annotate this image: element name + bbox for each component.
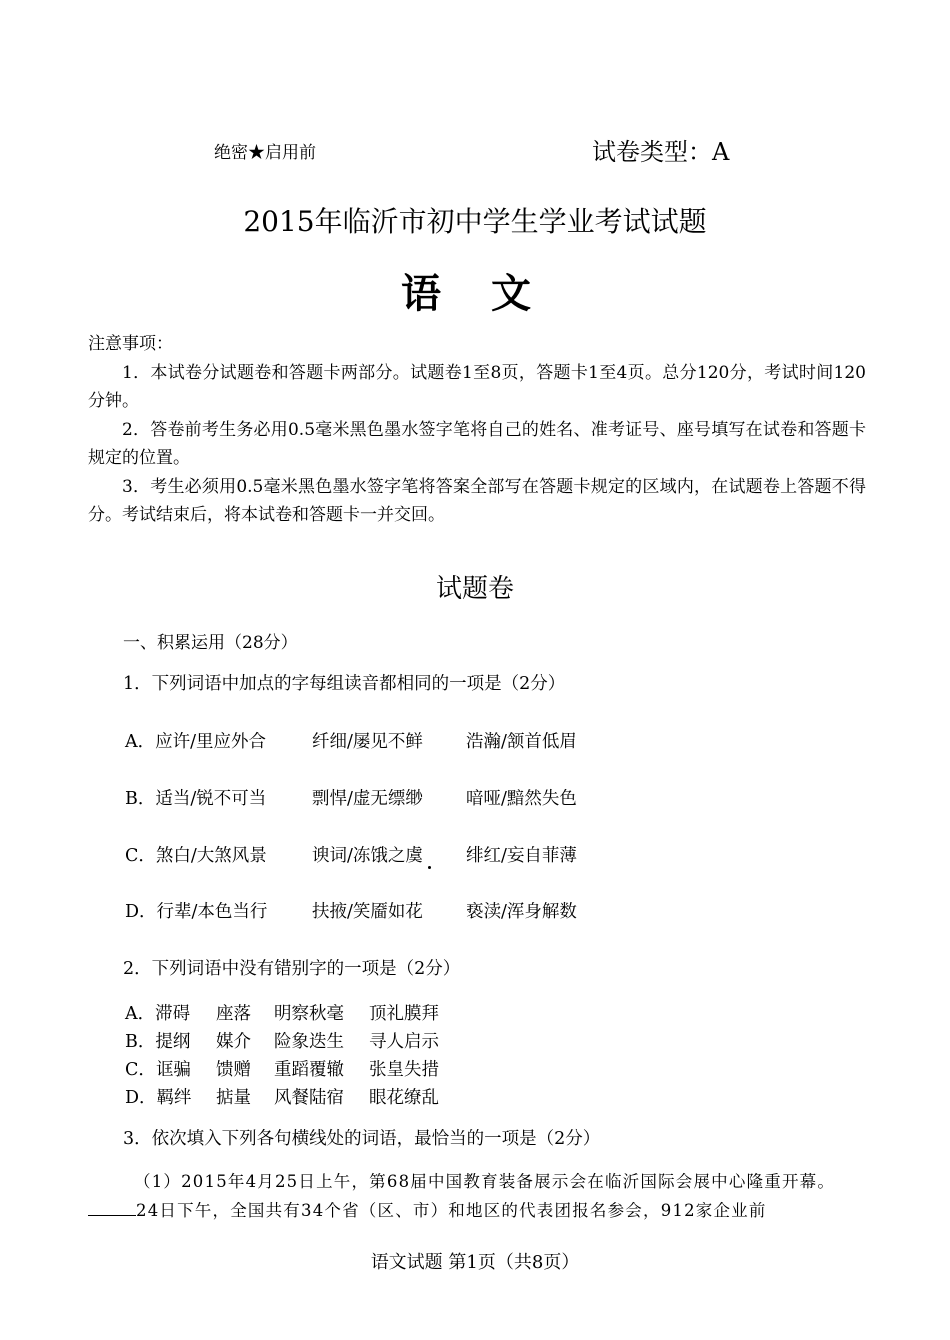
q1-option-row [0, 898, 950, 924]
option-word: 风餐陆宿 [274, 1088, 344, 1108]
subject-title: 语 文 [401, 270, 549, 317]
option-group: 绯红/妄自菲薄 [466, 846, 577, 866]
option-word: 明察秋毫 [274, 1004, 344, 1024]
emphasis-dot [428, 866, 431, 869]
exam-title: 2015年临沂市初中学生学业考试试题 [243, 205, 707, 238]
option-group: 喑哑/黯然失色 [466, 789, 577, 809]
question-1-stem: 1．下列词语中加点的字每组读音都相同的一项是（2分） [123, 674, 566, 694]
part-heading: 一、积累运用（28分） [123, 633, 298, 653]
notice-item: 1．本试卷分试题卷和答题卡两部分。试题卷1至8页，答题卡1至4页。总分120分，考试时间120分钟。 [88, 362, 866, 411]
q2-option-row [0, 1028, 950, 1054]
option-word: 张皇失措 [369, 1060, 439, 1080]
option-group: 剽悍/虚无缥缈 [312, 789, 423, 809]
option-word: 险象迭生 [274, 1032, 344, 1052]
section-title: 试题卷 [435, 574, 514, 604]
question-2-stem: 2．下列词语中没有错别字的一项是（2分） [123, 959, 461, 979]
q2-option-row [0, 1056, 950, 1082]
paper-type-label: 试卷类型：A [592, 138, 730, 166]
q1-option-row [0, 785, 950, 811]
question-3-passage [88, 1168, 866, 1225]
passage-text: 24日下午，全国共有34个省（区、市）和地区的代表团报名参会，912家企业前 [136, 1200, 767, 1220]
q2-option-row [0, 1084, 950, 1110]
option-group: D．行辈/本色当行 [125, 902, 268, 922]
notice-heading: 注意事项： [88, 334, 173, 354]
option-word: A．滞碍 [125, 1004, 191, 1024]
option-word: 掂量 [216, 1088, 251, 1108]
notice-item: 2．答卷前考生务必用0.5毫米黑色墨水签字笔将自己的姓名、准考证号、座号填写在试卷和答题卡规定的位置。 [88, 419, 866, 468]
page-footer: 语文试题 第1页（共8页） [370, 1252, 580, 1273]
option-word: 寻人启示 [369, 1032, 439, 1052]
option-word: 眼花缭乱 [369, 1088, 439, 1108]
option-group: B．适当/锐不可当 [125, 789, 267, 809]
q1-option-row [0, 842, 950, 872]
option-group: 纤细/屡见不鲜 [312, 732, 423, 752]
confidential-label: 绝密★启用前 [214, 143, 316, 163]
passage-text: （1）2015年4月25日上午，第68届中国教育装备展示会在临沂国际会展中心隆重开幕。 [134, 1172, 836, 1191]
notice-item: 3．考生必须用0.5毫米黑色墨水签字笔将答案全部写在答题卡规定的区域内，在试题卷上答题不得分。考试结束后，将本试卷和答题卡一并交回。 [88, 476, 866, 525]
option-group: 浩瀚/颔首低眉 [466, 732, 577, 752]
option-word: C．诓骗 [125, 1060, 191, 1080]
option-word: 座落 [216, 1004, 251, 1024]
option-group: 亵渎/浑身解数 [466, 902, 577, 922]
option-word: 重蹈覆辙 [274, 1060, 344, 1080]
option-word: 馈赠 [216, 1060, 251, 1080]
question-3-stem: 3．依次填入下列各句横线处的词语，最恰当的一项是（2分） [123, 1129, 601, 1149]
option-word: 媒介 [216, 1032, 251, 1052]
q2-option-row [0, 1000, 950, 1026]
option-group: 谀词/冻饿之虞 [312, 846, 423, 866]
option-word: D．羁绊 [125, 1088, 192, 1108]
option-group: C．煞白/大煞风景 [125, 846, 267, 866]
option-word: B．提纲 [125, 1032, 191, 1052]
option-group: 扶掖/笑靥如花 [312, 902, 423, 922]
q1-option-row [0, 728, 950, 754]
fill-blank [88, 1201, 136, 1216]
option-group: A．应许/里应外合 [125, 732, 267, 752]
notice-block [88, 330, 866, 530]
option-word: 顶礼膜拜 [369, 1004, 439, 1024]
